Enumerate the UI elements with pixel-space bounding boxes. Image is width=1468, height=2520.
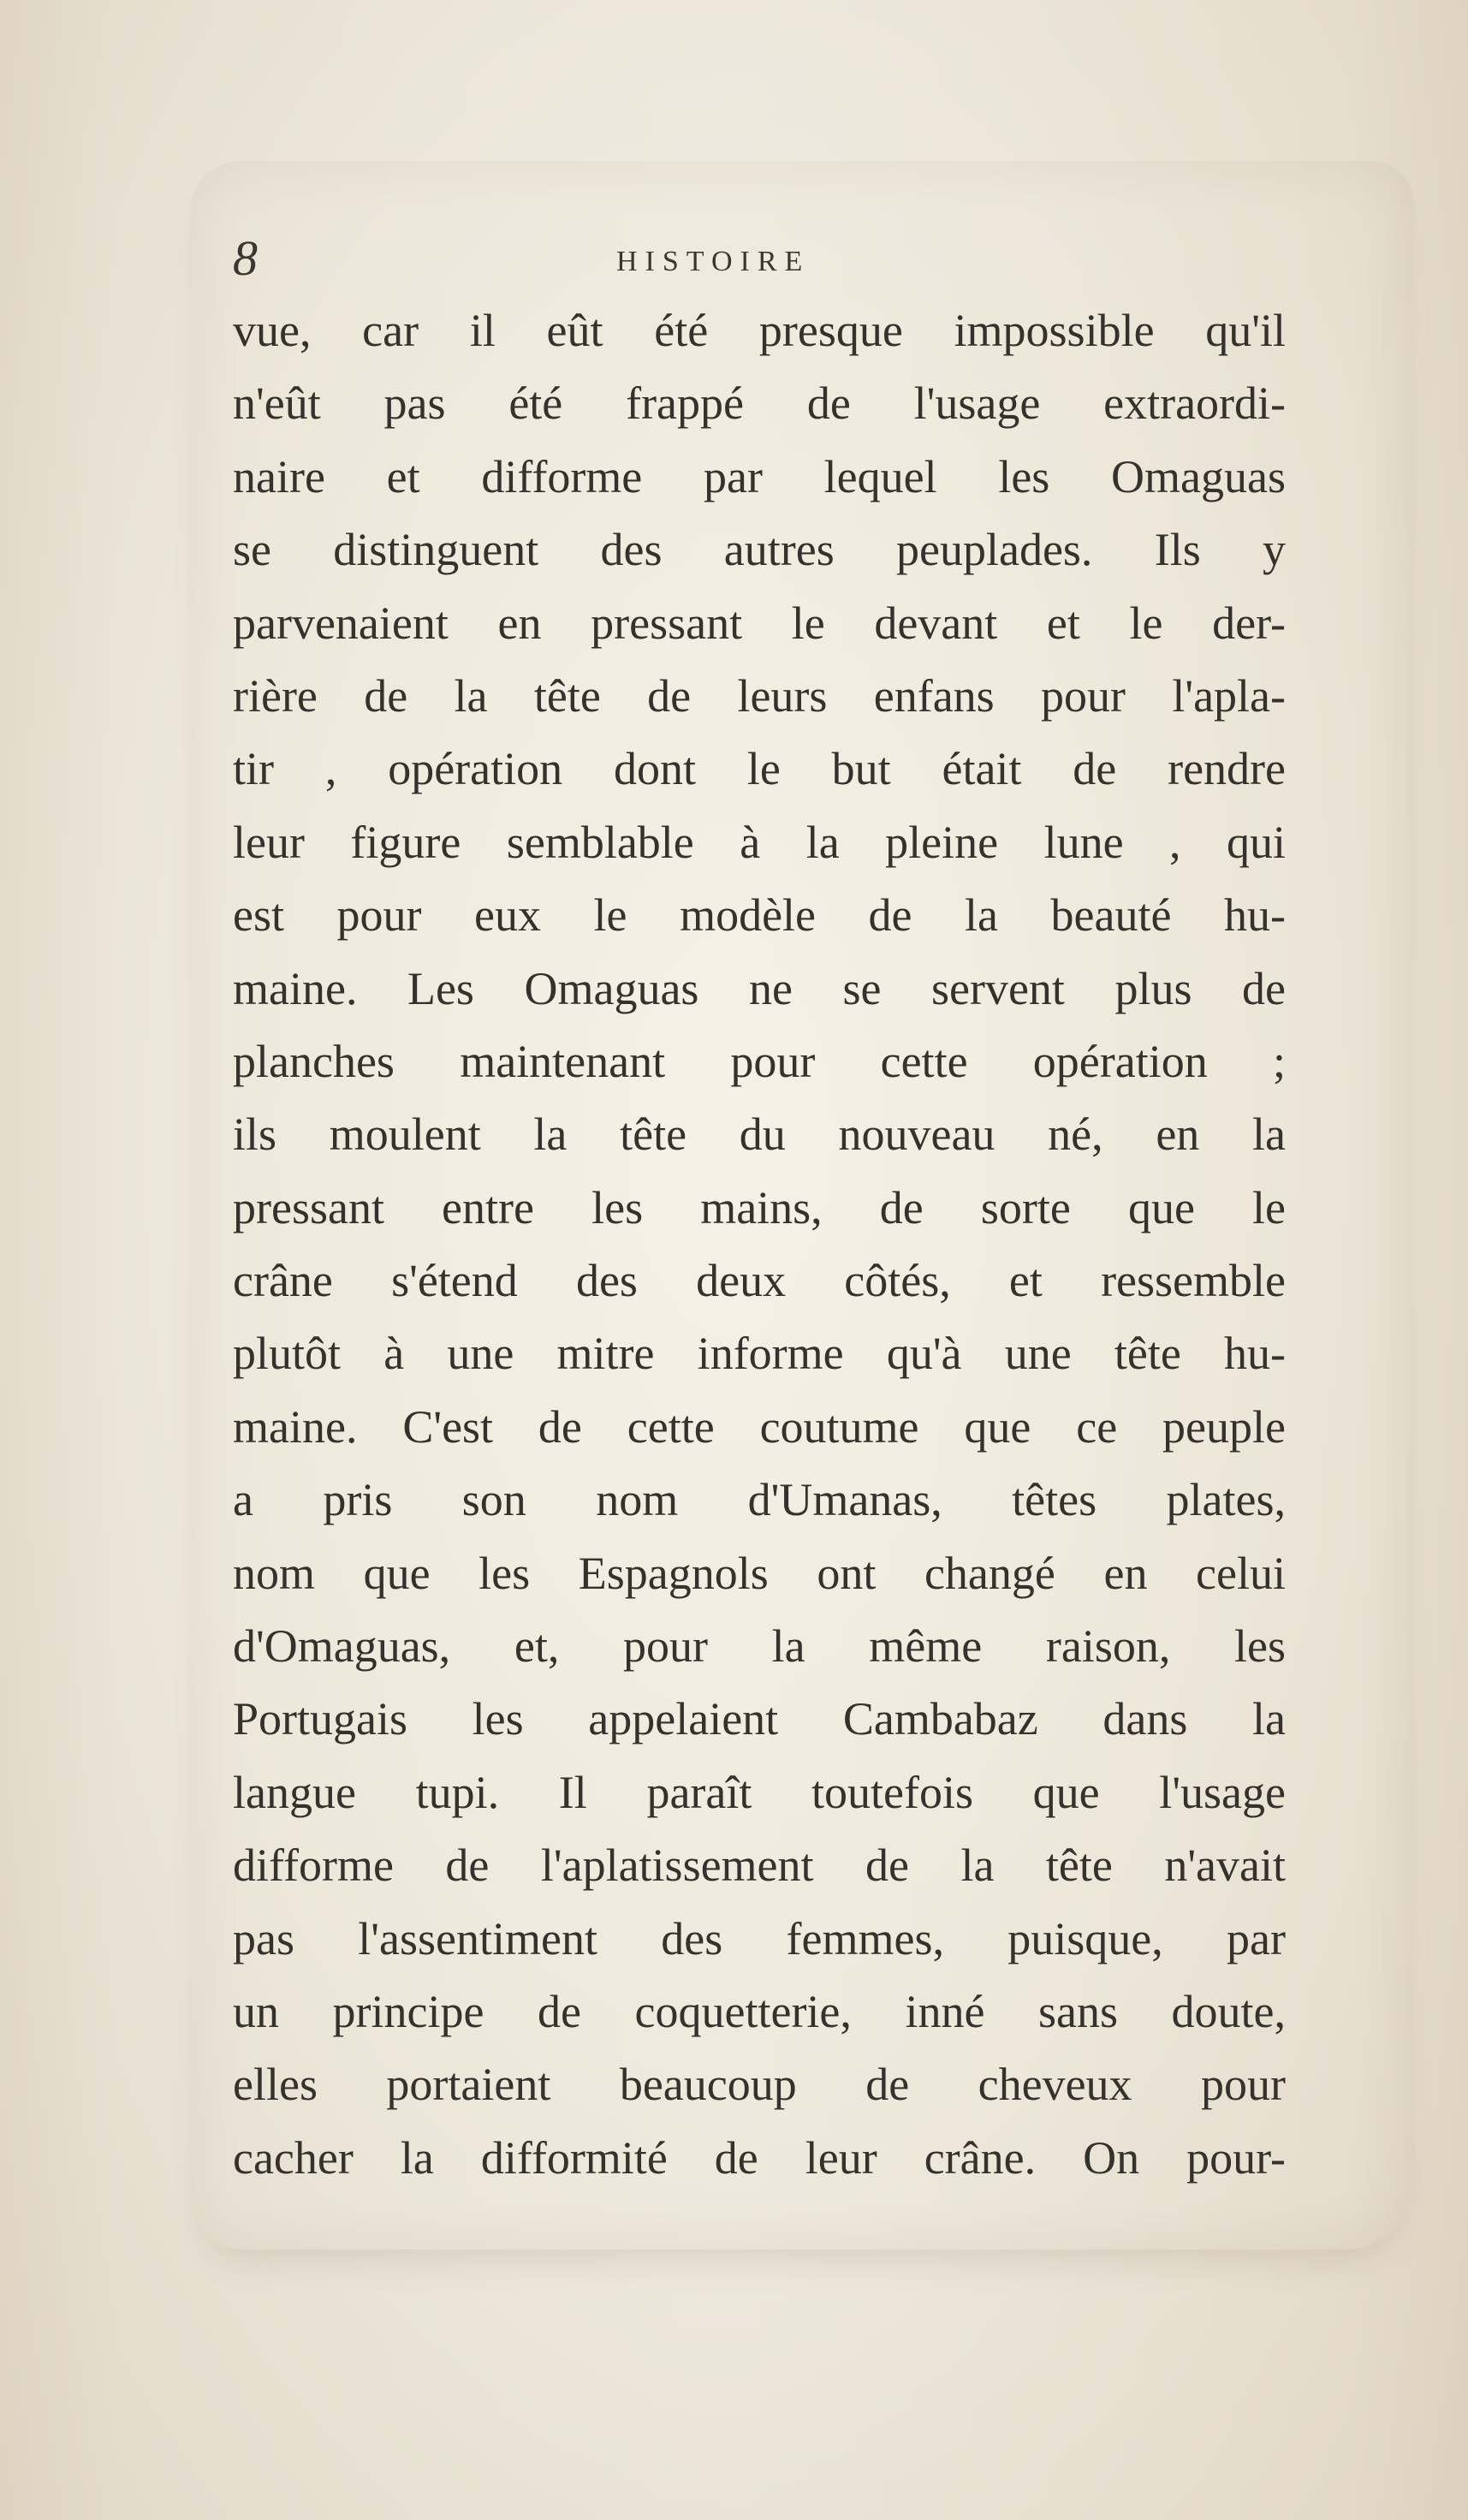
text-line: pressant entre les mains, de sorte que le [233,1181,1286,1233]
text-line: un principe de coquetterie, inné sans doute, [233,1985,1286,2037]
text-line: Portugais les appelaient Cambabaz dans la [233,1693,1286,1745]
text-line: pas l'assentiment des femmes, puisque, par [233,1912,1286,1964]
text-line: vue, car il eût été presque impossible qu'il [233,305,1286,356]
text-line: elles portaient beaucoup de cheveux pour [233,2059,1286,2111]
page-header [233,224,1277,293]
page-number: 8 [233,230,258,286]
text-line: planches maintenant pour cette opération ; [233,1035,1286,1087]
text-line: leur figure semblable à la pleine lune , qui [233,816,1286,868]
text-line: parvenaient en pressant le devant et le der- [233,597,1286,649]
text-line: se distinguent des autres peuplades. Ils y [233,524,1286,576]
text-line: n'eût pas été frappé de l'usage extraordi- [233,377,1286,430]
text-line: cacher la difformité de leur crâne. On pour- [233,2131,1286,2184]
text-line: d'Omaguas, et, pour la même raison, les [233,1620,1286,1673]
text-line: naire et difforme par lequel les Omaguas [233,450,1286,502]
text-line: maine. C'est de cette coutume que ce peuple [233,1400,1286,1453]
text-line: tir , opération dont le but était de rendre [233,743,1286,795]
text-line: maine. Les Omaguas ne se servent plus de [233,962,1286,1014]
text-line: est pour eux le modèle de la beauté hu- [233,889,1286,942]
text-line: crâne s'étend des deux côtés, et ressemble [233,1255,1286,1307]
text-line: difforme de l'aplatissement de la tête n'avait [233,1839,1286,1892]
text-line: rière de la tête de leurs enfans pour l'apla- [233,669,1286,722]
running-title: HISTOIRE [616,246,811,277]
text-line: nom que les Espagnols ont changé en celui [233,1547,1286,1599]
text-line: ils moulent la tête du nouveau né, en la [233,1108,1286,1161]
text-line: a pris son nom d'Umanas, têtes plates, [233,1474,1286,1526]
body-text [233,294,1286,2195]
text-line: plutôt à une mitre informe qu'à une tête hu- [233,1328,1286,1380]
text-line: langue tupi. Il paraît toutefois que l'usage [233,1766,1286,1818]
